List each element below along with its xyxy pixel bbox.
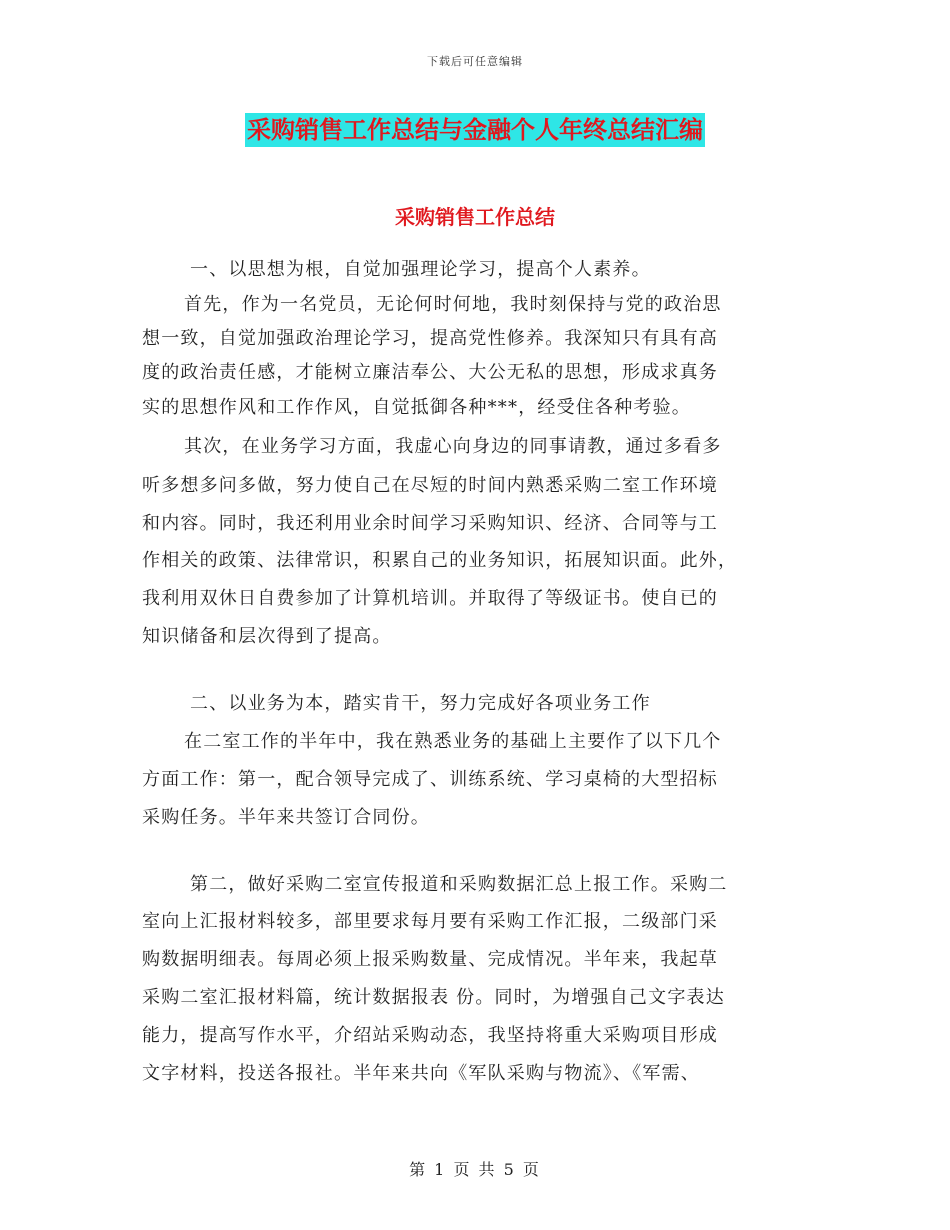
body-line: 我利用双休日自费参加了计算机培训。并取得了等级证书。使自已的 [142,588,718,609]
header-note: 下载后可任意编辑 [427,55,523,68]
title-wrapper [0,113,950,147]
body-line: 度的政治责任感，才能树立廉洁奉公、大公无私的思想，形成求真务 [142,362,718,383]
body-line: 在二室工作的半年中，我在熟悉业务的基础上主要作了以下几个 [184,731,722,752]
document-title: 采购销售工作总结与金融个人年终总结汇编 [245,113,705,147]
body-line: 采购任务。半年来共签订合同份。 [142,807,430,828]
body-line: 方面工作：第一，配合领导完成了、训练系统、学习桌椅的大型招标 [142,769,718,790]
body-line: 一、以思想为根，自觉加强理论学习，提高个人素养。 [190,259,651,280]
body-line: 采购二室汇报材料篇，统计数据报表 份。同时，为增强自己文字表达 [142,987,725,1008]
body-line: 和内容。同时，我还利用业余时间学习采购知识、经济、合同等与工 [142,513,718,534]
body-line: 二、以业务为本，踏实肯干，努力完成好各项业务工作 [190,693,651,714]
page-number: 第 1 页 共 5 页 [409,1160,541,1179]
body-line: 文字材料，投送各报社。半年来共向《军队采购与物流》、《军需、 [142,1063,700,1084]
body-line: 首先，作为一名党员，无论何时何地，我时刻保持与党的政治思 [184,294,722,315]
body-line: 能力，提高写作水平，介绍站采购动态，我坚持将重大采购项目形成 [142,1025,718,1046]
body-line: 知识储备和层次得到了提高。 [142,626,392,647]
body-line: 作相关的政策、法律常识，积累自己的业务知识，拓展知识面。此外， [142,550,738,571]
body-line: 室向上汇报材料较多，部里要求每月要有采购工作汇报，二级部门采 [142,911,718,932]
body-line: 实的思想作风和工作作风，自觉抵御各种***，经受住各种考验。 [142,397,691,418]
body-line: 其次，在业务学习方面，我虚心向身边的同事请教，通过多看多 [184,436,722,457]
body-line: 想一致，自觉加强政治理论学习，提高党性修养。我深知只有具有高 [142,328,718,349]
section-title: 采购销售工作总结 [395,205,555,229]
body-line: 第二，做好采购二室宣传报道和采购数据汇总上报工作。采购二 [190,874,728,895]
body-line: 听多想多问多做，努力使自己在尽短的时间内熟悉采购二室工作环境 [142,475,718,496]
body-line: 购数据明细表。每周必须上报采购数量、完成情况。半年来，我起草 [142,949,718,970]
